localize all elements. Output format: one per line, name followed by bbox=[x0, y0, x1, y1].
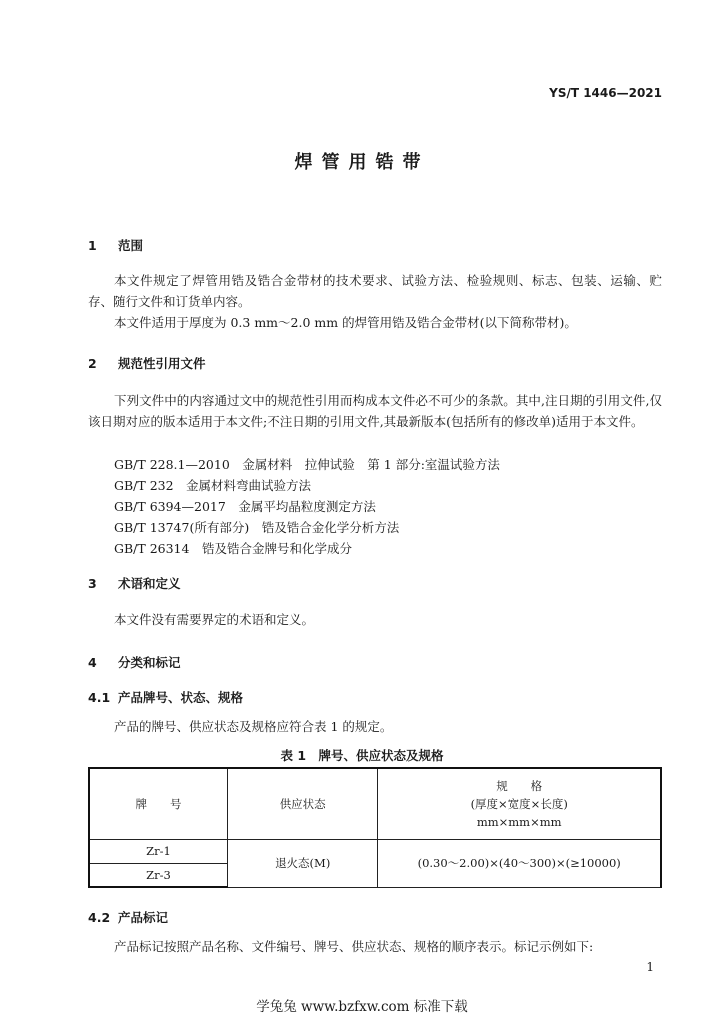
header-state: 供应状态 bbox=[228, 768, 378, 839]
header-spec-dimensions: (厚度×宽度×长度) bbox=[470, 796, 568, 811]
standard-number: YS/T 1446—2021 bbox=[549, 86, 662, 100]
header-grade: 牌 号 bbox=[89, 768, 228, 839]
header-spec-title: 规 格 bbox=[496, 778, 543, 793]
section-2-paragraph-1: 下列文件中的内容通过文中的规范性引用而构成本文件必不可少的条款。其中,注日期的引用文件,仅该日期对应的版本适用于本文件;不注日期的引用文件,其最新版本(包括所有的修改单)适用于本文件。 bbox=[88, 393, 662, 429]
section-3-heading bbox=[88, 574, 181, 592]
section-1-heading bbox=[88, 236, 143, 254]
section-4-1-paragraph: 产品的牌号、供应状态及规格应符合表 1 的规定。 bbox=[114, 719, 393, 734]
header-spec-unit: mm×mm×mm bbox=[476, 814, 562, 829]
section-number: 3 bbox=[88, 576, 97, 591]
section-title: 分类和标记 bbox=[118, 655, 181, 670]
section-number: 4.2 bbox=[88, 910, 111, 925]
section-1-paragraph-1: 本文件规定了焊管用锆及锆合金带材的技术要求、试验方法、检验规则、标志、包装、运输、贮存、随行文件和订货单内容。 bbox=[88, 273, 662, 309]
reference-item: GB/T 232 金属材料弯曲试验方法 bbox=[114, 478, 312, 493]
section-4-2-heading bbox=[88, 908, 168, 926]
page-number: 1 bbox=[646, 960, 654, 974]
section-2-heading bbox=[88, 354, 206, 372]
section-number: 2 bbox=[88, 356, 97, 371]
section-title: 产品标记 bbox=[118, 910, 169, 925]
reference-item: GB/T 13747(所有部分) 锆及锆合金化学分析方法 bbox=[114, 520, 400, 535]
section-4-heading bbox=[88, 653, 181, 671]
section-title: 产品牌号、状态、规格 bbox=[118, 690, 244, 705]
cell-spec: (0.30～2.00)×(40～300)×(≥10000) bbox=[378, 839, 661, 887]
section-number: 4 bbox=[88, 655, 97, 670]
reference-item: GB/T 26314 锆及锆合金牌号和化学成分 bbox=[114, 541, 352, 556]
section-title: 范围 bbox=[118, 238, 144, 253]
section-number: 4.1 bbox=[88, 690, 111, 705]
table-caption: 表 1 牌号、供应状态及规格 bbox=[280, 748, 444, 763]
section-number: 1 bbox=[88, 238, 97, 253]
document-title: 焊管用锆带 bbox=[294, 152, 430, 173]
section-4-1-heading bbox=[88, 688, 243, 706]
reference-item: GB/T 228.1—2010 金属材料 拉伸试验 第 1 部分:室温试验方法 bbox=[114, 457, 500, 472]
reference-item: GB/T 6394—2017 金属平均晶粒度测定方法 bbox=[114, 499, 376, 514]
section-title: 术语和定义 bbox=[118, 576, 181, 591]
cell-state: 退火态(M) bbox=[228, 839, 378, 887]
section-title: 规范性引用文件 bbox=[118, 356, 206, 371]
cell-grade-zr3: Zr-3 bbox=[89, 863, 228, 887]
section-3-paragraph-1: 本文件没有需要界定的术语和定义。 bbox=[114, 612, 315, 627]
cell-grade-zr1: Zr-1 bbox=[89, 839, 228, 863]
footer-watermark: 学兔兔 www.bzfxw.com 标准下载 bbox=[256, 999, 468, 1015]
section-1-paragraph-2: 本文件适用于厚度为 0.3 mm～2.0 mm 的焊管用锆及锆合金带材(以下简称带材)。 bbox=[114, 315, 577, 330]
header-spec bbox=[378, 768, 661, 839]
grade-state-spec-table bbox=[88, 767, 662, 888]
section-4-2-paragraph: 产品标记按照产品名称、文件编号、牌号、供应状态、规格的顺序表示。标记示例如下: bbox=[114, 939, 594, 954]
